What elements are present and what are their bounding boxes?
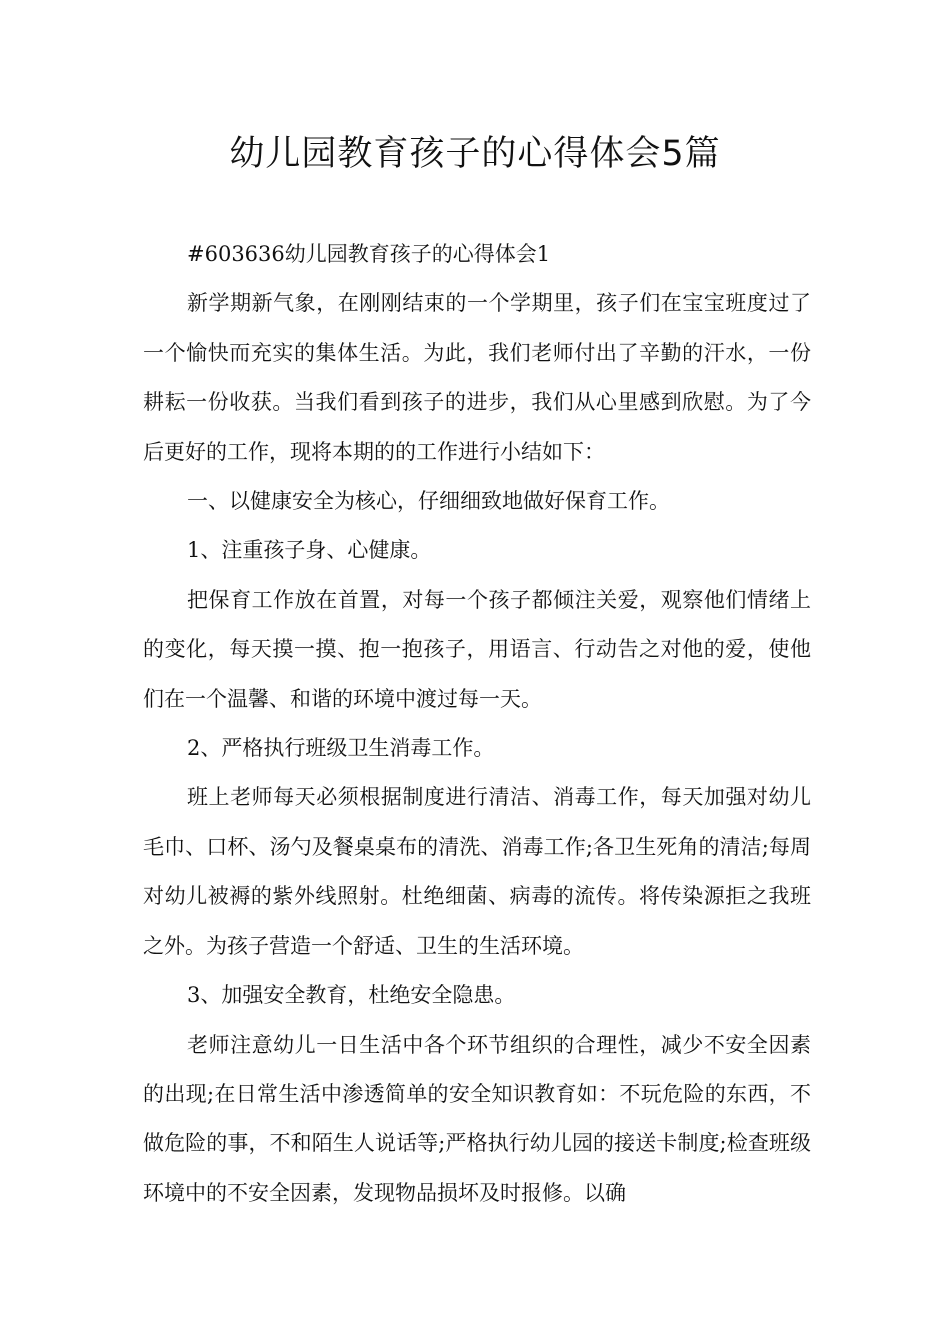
document-body <box>143 230 811 1218</box>
paragraph: 班上老师每天必须根据制度进行清洁、消毒工作，每天加强对幼儿毛巾、口杯、汤勺及餐桌桌布的清洗、消毒工作;各卫生死角的清洁;每周对幼儿被褥的紫外线照射。杜绝细菌、病毒的流传。将传染源拒之我班之外。为孩子营造一个舒适、卫生的生活环境。 <box>143 785 811 958</box>
paragraph: 新学期新气象，在刚刚结束的一个学期里，孩子们在宝宝班度过了一个愉快而充实的集体生活。为此，我们老师付出了辛勤的汗水，一份耕耘一份收获。当我们看到孩子的进步，我们从心里感到欣慰。为了今后更好的工作，现将本期的的工作进行小结如下： <box>143 291 811 464</box>
section-heading: #603636幼儿园教育孩子的心得体会1 <box>187 242 551 266</box>
paragraph: 把保育工作放在首置，对每一个孩子都倾注关爱，观察他们情绪上的变化，每天摸一摸、抱一抱孩子，用语言、行动告之对他的爱，使他们在一个温馨、和谐的环境中渡过每一天。 <box>143 587 811 711</box>
subsection-heading: 1、注重孩子身、心健康。 <box>187 538 432 563</box>
subsection-heading: 3、加强安全教育，杜绝安全隐患。 <box>187 983 516 1008</box>
document-title: 幼儿园教育孩子的心得体会5篇 <box>229 134 721 174</box>
section-heading: 一、以健康安全为核心，仔细细致地做好保育工作。 <box>187 489 670 514</box>
paragraph: 老师注意幼儿一日生活中各个环节组织的合理性，减少不安全因素的出现;在日常生活中渗透简单的安全知识教育如：不玩危险的东西，不做危险的事，不和陌生人说话等;严格执行幼儿园的接送卡制度;检查班级环境中的不安全因素，发现物品损坏及时报修。以确 <box>143 1032 811 1205</box>
subsection-heading: 2、严格执行班级卫生消毒工作。 <box>187 736 495 761</box>
